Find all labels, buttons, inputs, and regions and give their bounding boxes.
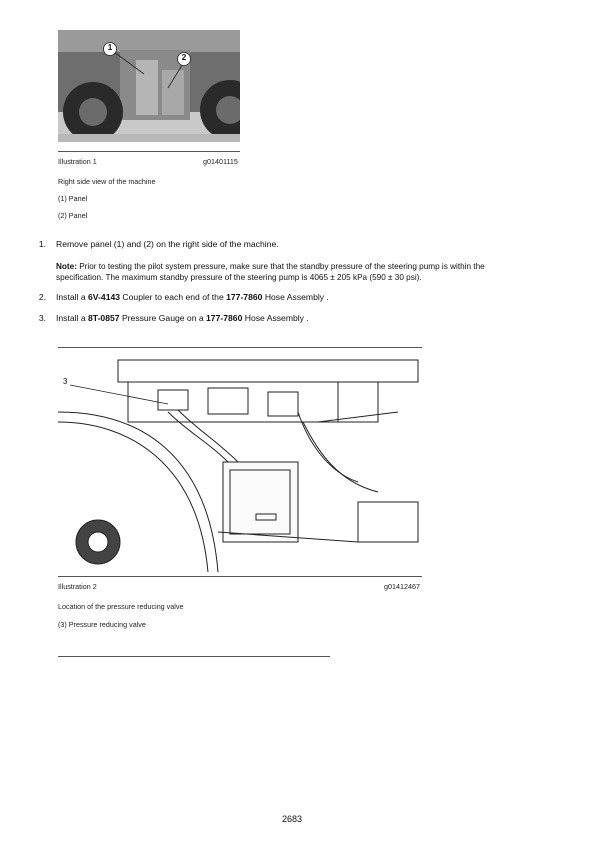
figure1-label: Illustration 1 xyxy=(58,157,97,166)
note-line2: specification. The maximum standby pressure of the steering pump is 4065 ± 205 kPa (590 ± 30 psi). xyxy=(56,273,422,282)
figure2-top-rule xyxy=(58,347,422,348)
step-text-part: Install a xyxy=(56,313,89,323)
end-rule xyxy=(58,656,330,657)
part-number: 177-7860 xyxy=(226,292,263,302)
figure2-rule xyxy=(58,576,422,577)
step-text-part: Hose Assembly . xyxy=(242,313,309,323)
part-number: 8T-0857 xyxy=(88,313,120,323)
step-text-part: Pressure Gauge on a xyxy=(119,313,207,323)
figure1-caption: Right side view of the machine xyxy=(58,177,156,186)
step-text-part: Install a xyxy=(56,292,89,302)
figure2-legend-item: (3) Pressure reducing valve xyxy=(58,620,146,629)
callout-2: 2 xyxy=(181,53,187,62)
figure2-label: Illustration 2 xyxy=(58,582,97,591)
step-text xyxy=(56,292,329,303)
figure1-code: g01401115 xyxy=(203,157,238,166)
step-text: Remove panel (1) and (2) on the right side of the machine. xyxy=(56,239,279,249)
figure1-legend-item: (1) Panel xyxy=(58,194,88,203)
step-text-part: Coupler to each end of the xyxy=(120,292,227,302)
figure2-caption: Location of the pressure reducing valve xyxy=(58,602,184,611)
note-label: Note: xyxy=(56,262,77,271)
pressure-valve-drawing xyxy=(58,352,422,572)
pressure-valve-drawing-art xyxy=(58,352,422,572)
note-line1: Prior to testing the pilot system pressure, make sure that the standby pressure of the steering pump is within the xyxy=(76,262,485,271)
part-number: 6V-4143 xyxy=(88,292,121,302)
step-number: 1. xyxy=(38,239,46,249)
step-text xyxy=(56,313,309,324)
part-number: 177-7860 xyxy=(206,313,243,323)
machine-side-photo-art xyxy=(58,30,240,142)
figure2-code: g01412467 xyxy=(384,582,420,591)
callout-3: 3 xyxy=(63,377,68,386)
figure1-rule xyxy=(58,151,240,152)
figure1-legend-item: (2) Panel xyxy=(58,211,88,220)
page-number: 2683 xyxy=(282,814,303,824)
step-number: 3. xyxy=(38,313,46,323)
step-text-part: Hose Assembly . xyxy=(262,292,329,302)
note-block xyxy=(56,261,556,283)
step-number: 2. xyxy=(38,292,46,302)
machine-side-photo xyxy=(58,30,240,142)
callout-1: 1 xyxy=(107,43,113,52)
